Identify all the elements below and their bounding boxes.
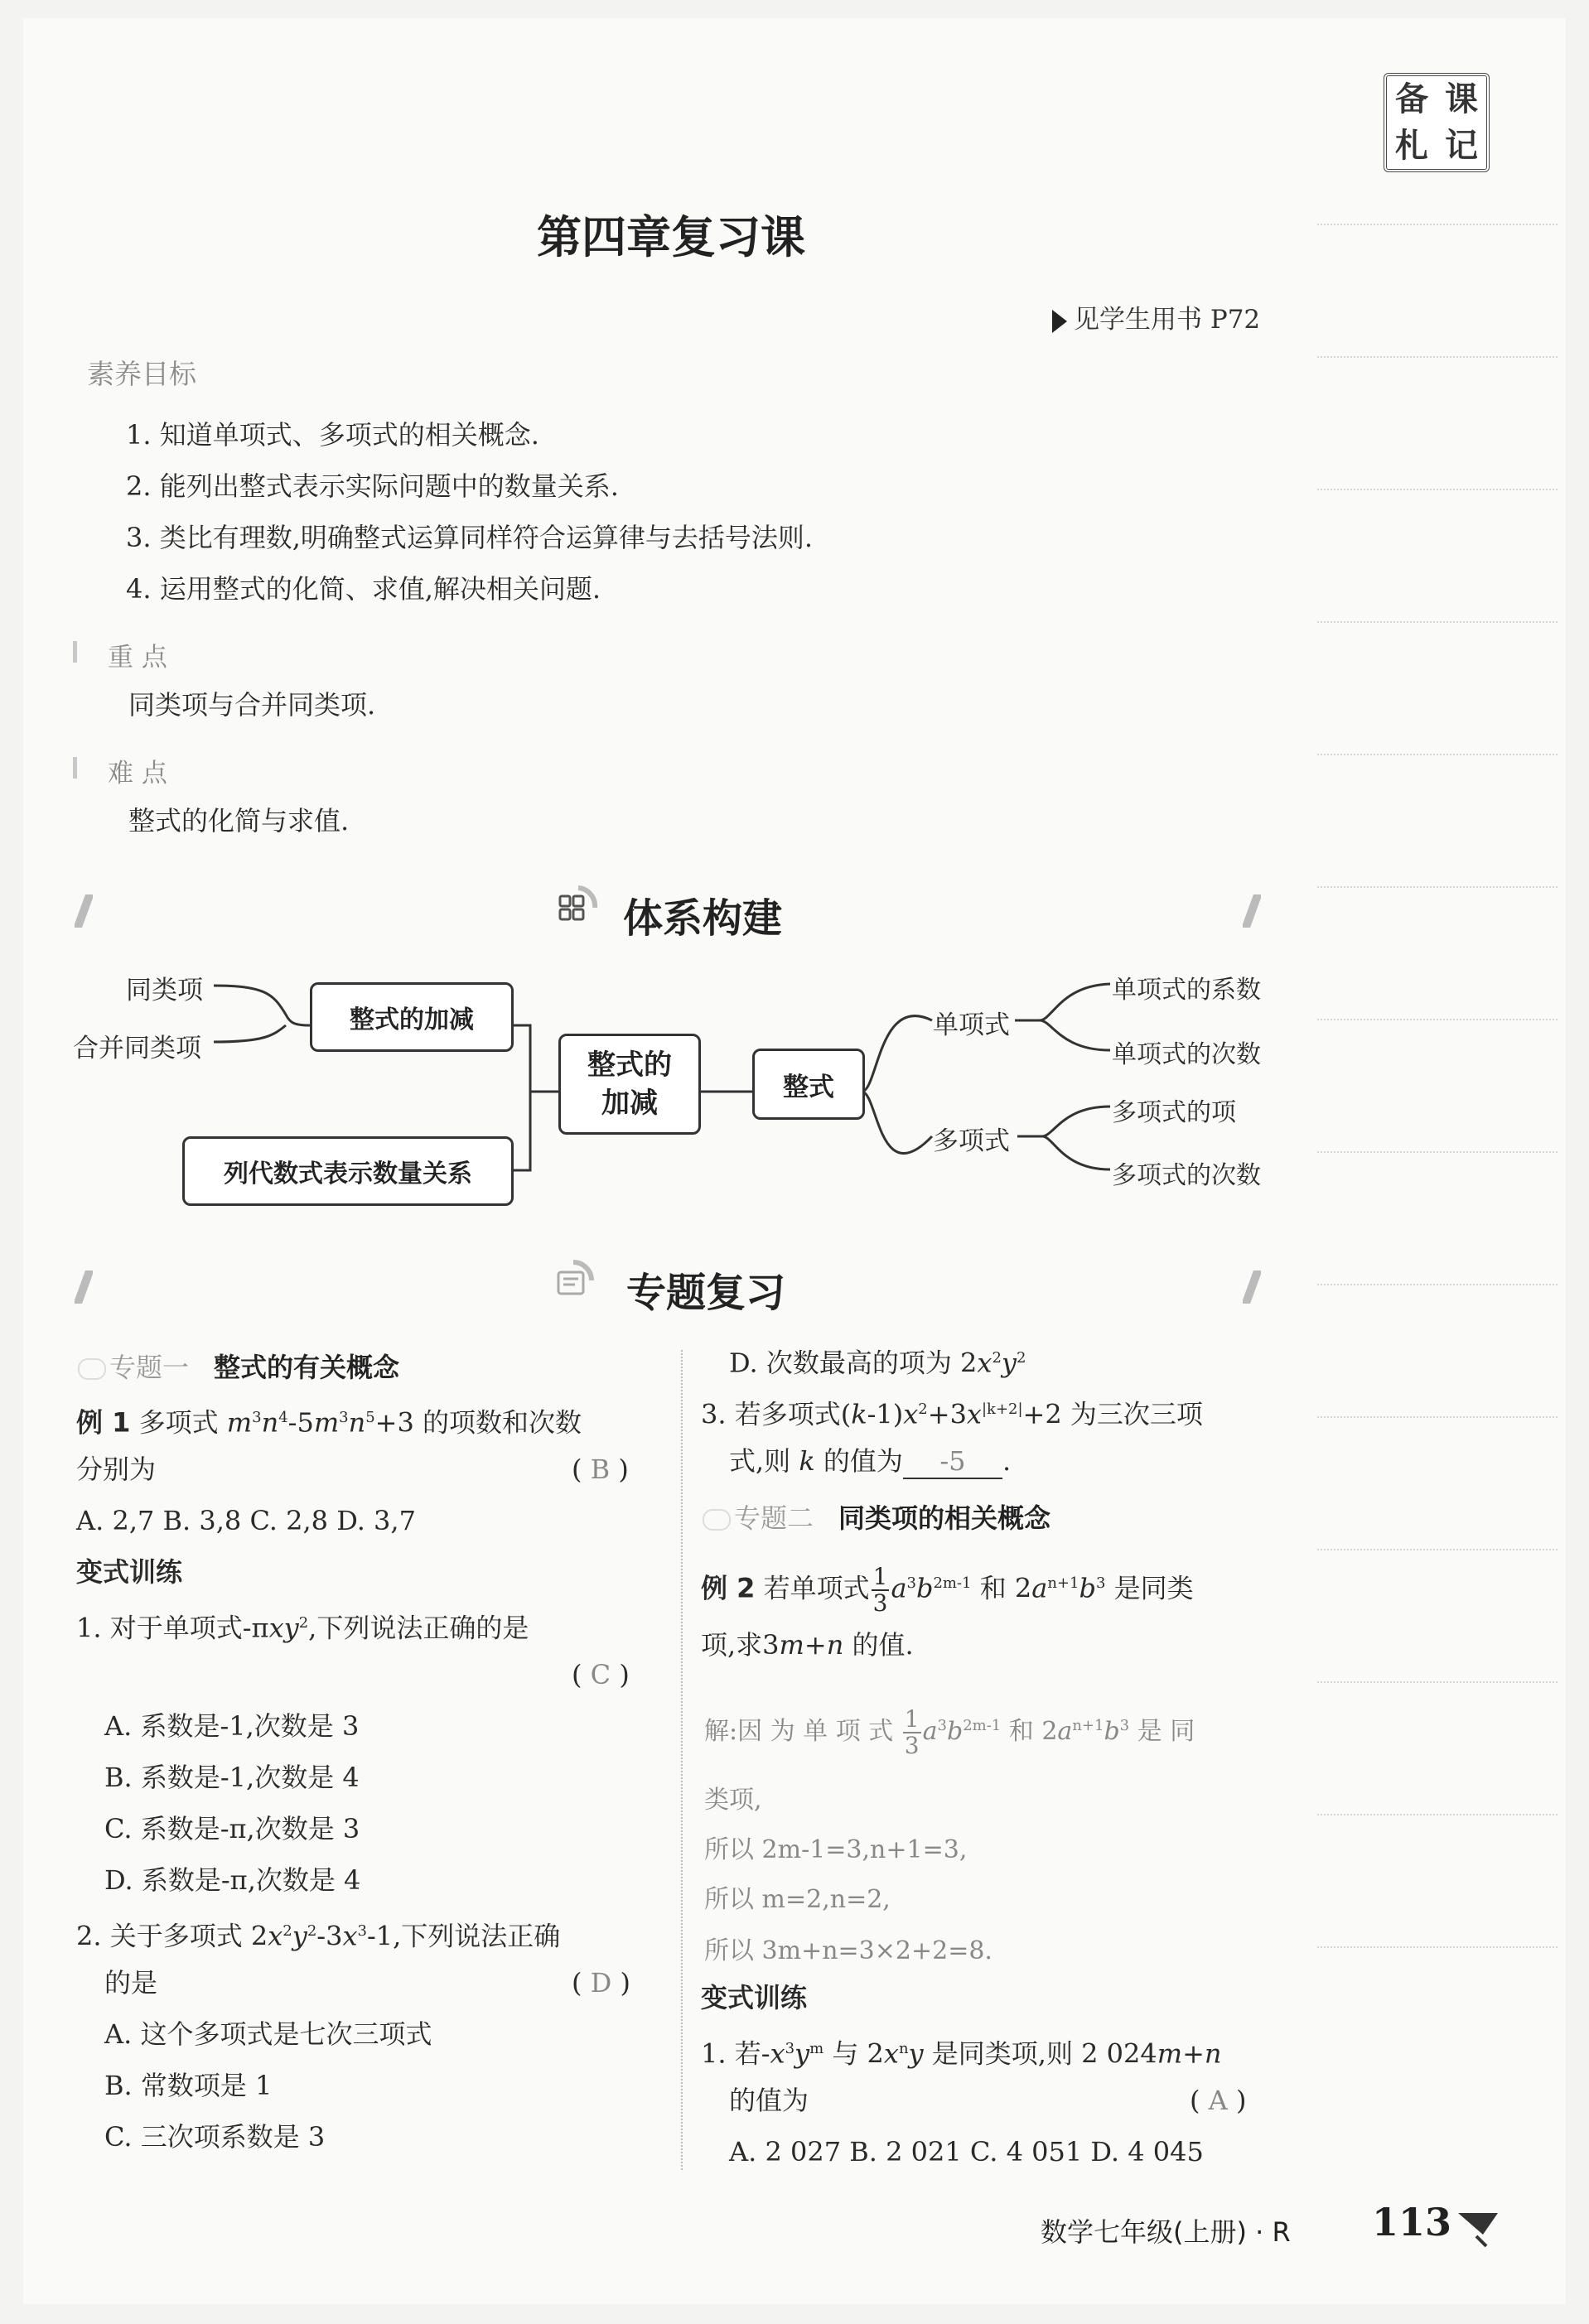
mindmap-leaf: 单项式的系数 — [1112, 976, 1261, 1005]
mindmap-node-polynomial: 多项式 — [933, 1126, 1010, 1156]
footer-book-title: 数学七年级(上册) · R — [1041, 2216, 1291, 2248]
mindmap-leaf: 多项式的项 — [1112, 1098, 1236, 1127]
choice-option: B. 系数是-1,次数是 4 — [104, 1762, 360, 1793]
answer-blank: -5 — [903, 1444, 1002, 1479]
mindmap-node-combine: 合并同类项 — [73, 1034, 201, 1063]
section-marker — [73, 641, 77, 663]
topic-label: 专题二 — [734, 1502, 814, 1534]
center-line: 整式的 — [587, 1049, 672, 1082]
answer-bracket: ( A ) — [1190, 2085, 1247, 2116]
banner-stripe — [75, 894, 93, 928]
topic-label: 专题一 — [109, 1352, 190, 1383]
question-v2-1: 1. 若$-x^3y^m$ 与 $2x^ny$ 是同类项,则 2 024m+n — [701, 2037, 1222, 2070]
goal-item: 2. 能列出整式表示实际问题中的数量关系. — [126, 470, 619, 502]
question-2: 2. 关于多项式 $2x^2y^2-3x^3-1$,下列说法正确 — [76, 1920, 561, 1952]
answer: A — [1208, 2085, 1228, 2116]
topic-pill-icon — [703, 1509, 731, 1531]
question-3: 3. 若多项式$(k-1)x^2+3x^{|k+2|}+2$ 为三次三项 — [701, 1398, 1203, 1430]
mindmap-leaf: 多项式的次数 — [1112, 1161, 1261, 1190]
example-2-line2: 项,求3m+n 的值. — [701, 1629, 914, 1661]
goal-item: 1. 知道单项式、多项式的相关概念. — [126, 419, 539, 451]
solution-line-2: 类项, — [704, 1786, 762, 1815]
goal-item: 3. 类比有理数,明确整式运算同样符合运算律与去括号法则. — [126, 522, 814, 553]
topic-header — [703, 1497, 1050, 1536]
solution-line-4: 所以 m=2,n=2, — [704, 1885, 891, 1914]
arrow-icon — [1052, 310, 1067, 333]
choice-option: D. 次数最高的项为 $2x^2y^2$ — [729, 1347, 1026, 1379]
example-2-tail: 是同类 — [1113, 1572, 1194, 1604]
solution-line-3: 所以 2m-1=3,n+1=3, — [704, 1835, 968, 1864]
answer: C — [590, 1659, 611, 1690]
answer-bracket: ( B ) — [572, 1454, 629, 1485]
goals-heading: 素养目标 — [87, 358, 196, 390]
mindmap-box-represent: 列代数式表示数量关系 — [182, 1136, 514, 1206]
goal-item: 4. 运用整式的化简、求值,解决相关问题. — [126, 573, 601, 605]
choice-option: C. 三次项系数是 3 — [104, 2121, 326, 2153]
page-number: 113 — [1372, 2200, 1452, 2244]
stamp-char: 记 — [1445, 127, 1478, 165]
choice-option: A. 这个多项式是七次三项式 — [104, 2018, 432, 2050]
section-title-structure: 体系构建 — [623, 895, 783, 942]
example-2-question: 例 2 若单项式 $\frac{1}{3}$ $a^3b^{2m-1}$ 和 $2a^{n+1}b^3$ 是同类 — [701, 1563, 1194, 1618]
topic-header — [78, 1347, 399, 1385]
question-v2-1-choices: A. 2 027 B. 2 021 C. 4 051 D. 4 045 — [729, 2136, 1204, 2167]
choice-option: A. 系数是-1,次数是 3 — [104, 1710, 360, 1742]
structure-icon — [553, 883, 600, 929]
key-text: 同类项与合并同类项. — [128, 689, 376, 721]
mindmap-box-center — [558, 1034, 701, 1135]
choice-option: D. 系数是-π,次数是 4 — [104, 1864, 361, 1896]
solution-line-1: 解:因 为 单 项 式 $\frac{1}{3}$ $a^3b^{2m-1}$ 和 $2a^{n+1}b^3$ 是 同 — [704, 1705, 1195, 1759]
mindmap-node-like-terms: 同类项 — [126, 976, 203, 1005]
example-tag: 例 1 — [76, 1406, 131, 1439]
section-marker — [73, 757, 77, 779]
example-1-line2: 分别为 — [76, 1454, 157, 1485]
variant-training-heading: 变式训练 — [76, 1556, 183, 1588]
topic-name: 整式的有关概念 — [214, 1352, 400, 1383]
stamp-char: 札 — [1395, 127, 1428, 165]
question-2-line2: 的是 — [104, 1967, 158, 1999]
textbook-reference — [1052, 298, 1260, 335]
example-1-choices: A. 2,7 B. 3,8 C. 2,8 D. 3,7 — [76, 1505, 416, 1536]
answer: D — [590, 1967, 612, 1999]
answer: B — [590, 1454, 611, 1485]
example-1-question: 例 1 多项式 $m^3n^4-5m^3n^5+3$ 的项数和次数 — [76, 1406, 582, 1439]
answer-bracket: ( C ) — [572, 1659, 630, 1690]
difficulty-text: 整式的化简与求值. — [128, 805, 350, 837]
mindmap-node-monomial: 单项式 — [933, 1010, 1010, 1040]
center-line: 加减 — [601, 1087, 658, 1120]
page-title: 第四章复习课 — [537, 211, 805, 263]
mindmap-box-integral-expression: 整式 — [752, 1049, 865, 1120]
choice-option: C. 系数是-π,次数是 3 — [104, 1813, 360, 1844]
question-1: 1. 对于单项式-πxy$^2$,下列说法正确的是 — [76, 1612, 529, 1644]
stamp-char: 课 — [1445, 80, 1478, 118]
variant-training-heading: 变式训练 — [701, 1982, 808, 2013]
banner-stripe — [75, 1270, 93, 1304]
topic-pill-icon — [78, 1358, 106, 1380]
answer-bracket: ( D ) — [572, 1967, 630, 1999]
banner-stripe — [1243, 894, 1261, 928]
corner-arrow-icon — [1453, 2200, 1503, 2249]
mindmap-box-add-subtract: 整式的加减 — [310, 982, 514, 1052]
reference-text: 见学生用书 P72 — [1074, 305, 1261, 335]
question-v2-1-line2: 的值为 — [729, 2085, 809, 2116]
section-title-review: 专题复习 — [626, 1270, 786, 1316]
mindmap-leaf: 单项式的次数 — [1112, 1040, 1261, 1069]
example-tag: 例 2 — [701, 1572, 756, 1604]
topic-name: 同类项的相关概念 — [838, 1502, 1051, 1534]
choice-option: B. 常数项是 1 — [104, 2070, 273, 2101]
stamp-char: 备 — [1395, 80, 1428, 118]
lesson-notes-stamp — [1384, 73, 1490, 172]
key-heading: 重 点 — [108, 643, 167, 673]
review-icon — [550, 1257, 596, 1304]
solution-line-5: 所以 3m+n=3×2+2=8. — [704, 1936, 993, 1965]
question-3-line2: 式,则 k 的值为 -5 . — [729, 1444, 1011, 1479]
column-divider — [681, 1350, 683, 2170]
difficulty-heading: 难 点 — [108, 759, 167, 788]
note-lines — [1317, 215, 1558, 2021]
banner-stripe — [1243, 1270, 1261, 1304]
